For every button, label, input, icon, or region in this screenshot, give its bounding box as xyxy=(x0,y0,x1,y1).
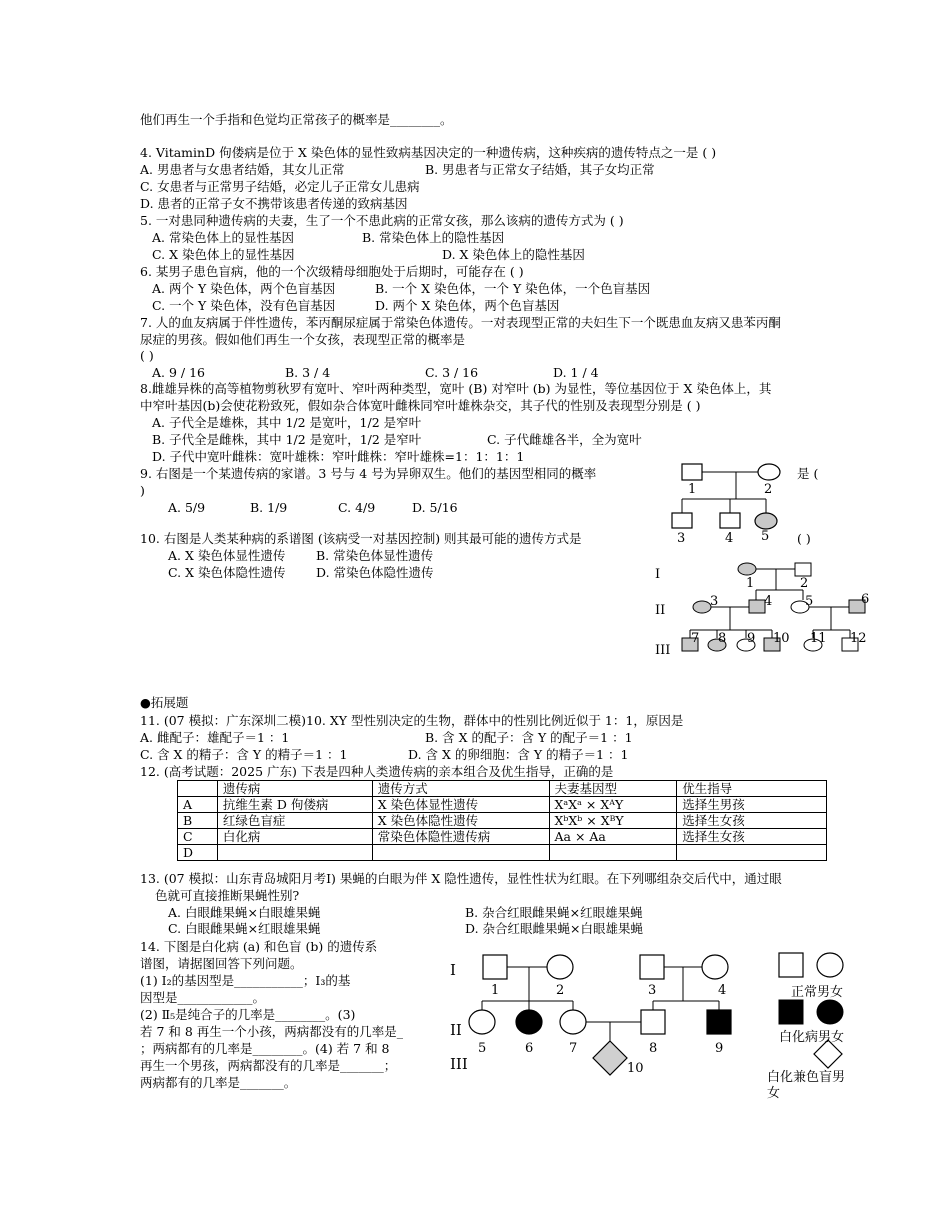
individual-label: 12 xyxy=(850,631,867,646)
question-7-cont: 尿症的男孩。假如他们再生一个女孩，表现型正常的概率是 xyxy=(140,332,466,347)
table-cell: XᵇXᵇ × XᴮY xyxy=(549,813,677,829)
individual-label: 5 xyxy=(761,529,770,544)
option-c: C. X 染色体上的显性基因 xyxy=(152,247,295,262)
male-symbol xyxy=(483,955,507,979)
option-d: D. 患者的正常子女不携带该患者传递的致病基因 xyxy=(140,196,408,211)
generation-label: III xyxy=(655,643,671,658)
option-c: C. 含 X 的精子：含 Y 的精子＝1 ：1 xyxy=(140,747,348,762)
option-a: A. 子代全是雄株，其中 1/2 是宽叶，1/2 是窄叶 xyxy=(152,415,422,430)
table-cell: D xyxy=(178,845,218,861)
generation-label: II xyxy=(450,1021,462,1039)
individual-label: 6 xyxy=(525,1041,534,1056)
individual-label: 2 xyxy=(556,983,565,998)
option-c: C. 一个 Y 染色体，没有色盲基因 xyxy=(152,298,336,313)
female-symbol xyxy=(758,464,780,480)
individual-label: 4 xyxy=(718,983,727,998)
question-13: 13. (07 模拟：山东青岛城阳月考Ⅰ) 果蝇的白眼为伴 X 隐性遗传，显性性状为红眼。在下列哪组杂交后代中，通过眼 xyxy=(140,871,782,886)
table-cell: 抗维生素 D 佝偻病 xyxy=(217,797,372,813)
genetics-table xyxy=(177,780,827,861)
legend-normal-male xyxy=(779,953,803,977)
female-symbol xyxy=(702,955,728,979)
individual-label: 1 xyxy=(491,983,500,998)
generation-label: III xyxy=(450,1055,468,1073)
option-b: B. 杂合红眼雌果蝇×红眼雄果蝇 xyxy=(465,905,643,920)
legend-label: 白化兼色盲男 xyxy=(767,1070,846,1085)
answer-paren: ( ) xyxy=(797,531,811,546)
individual-label: 10 xyxy=(627,1061,644,1076)
individual-label: 1 xyxy=(688,482,697,497)
female-symbol xyxy=(469,1010,495,1034)
individual-label: 7 xyxy=(569,1041,578,1056)
pedigree-chart-q14 xyxy=(445,945,745,1085)
table-cell: X 染色体显性遗传 xyxy=(372,797,549,813)
question-9: 9. 右图是一个某遗传病的家谱。3 号与 4 号为异卵双生。他们的基因型相同的概率 xyxy=(140,466,597,481)
answer-paren: ) xyxy=(140,483,145,498)
individual-label: 8 xyxy=(649,1041,658,1056)
affected-male-symbol xyxy=(749,600,765,613)
table-cell: A xyxy=(178,797,218,813)
question-14-part3: 若 7 和 8 再生一个小孩，两病都没有的几率是_ xyxy=(140,1024,404,1039)
table-cell: X 染色体隐性遗传 xyxy=(372,813,549,829)
individual-label: 2 xyxy=(800,576,809,591)
table-row xyxy=(178,797,827,813)
table-cell: 选择生女孩 xyxy=(677,829,827,845)
individual-label: 5 xyxy=(805,594,814,609)
legend-albino-male xyxy=(779,1000,803,1024)
option-d: D. 子代中宽叶雌株：宽叶雄株：窄叶雌株：窄叶雄株=1：1：1：1 xyxy=(152,449,525,464)
question-7: 7. 人的血友病属于伴性遗传，苯丙酮尿症属于常染色体遗传。一对表现型正常的夫妇生下一个既患血友病又患苯丙酮 xyxy=(140,315,781,330)
option-c: C. 白眼雌果蝇×红眼雄果蝇 xyxy=(168,921,321,936)
option-d: D. 两个 X 染色体，两个色盲基因 xyxy=(375,298,560,313)
individual-label: 8 xyxy=(718,631,727,646)
table-header: 遗传方式 xyxy=(372,781,549,797)
affected-female-symbol xyxy=(738,563,756,575)
option-d: D. 5/16 xyxy=(412,500,458,515)
option-a: A. 5/9 xyxy=(168,500,206,515)
option-c: C. 子代雌雄各半，全为宽叶 xyxy=(487,432,642,447)
legend-albino-female xyxy=(817,1000,843,1024)
question-14: 14. 下图是白化病 (a) 和色盲 (b) 的遗传系 xyxy=(140,939,378,954)
question-6: 6. 某男子患色盲病，他的一个次级精母细胞处于后期时，可能存在 ( ) xyxy=(140,264,524,279)
question-11: 11. (07 模拟：广东深圳二模)10. XY 型性别决定的生物，群体中的性别比例近似于 1：1，原因是 xyxy=(140,713,684,728)
option-b: B. 含 X 的配子：含 Y 的配子＝1 ：1 xyxy=(425,730,633,745)
option-d: D. 杂合红眼雌果蝇×白眼雄果蝇 xyxy=(465,921,643,936)
option-a: A. 两个 Y 染色体，两个色盲基因 xyxy=(152,281,336,296)
individual-label: 11 xyxy=(810,631,827,646)
pedigree-legend xyxy=(765,950,885,1100)
table-header xyxy=(178,781,218,797)
table-cell: XᵃXᵃ × XᴬY xyxy=(549,797,677,813)
option-c: C. 4/9 xyxy=(338,500,376,515)
table-cell: 白化病 xyxy=(217,829,372,845)
option-b: B. 1/9 xyxy=(250,500,288,515)
male-symbol xyxy=(672,513,692,528)
individual-label: 3 xyxy=(677,531,686,546)
affected-female-symbol xyxy=(755,513,777,529)
individual-label: 2 xyxy=(764,482,773,497)
individual-label: 9 xyxy=(715,1041,724,1056)
generation-label: I xyxy=(655,567,661,582)
table-cell: Aa × Aa xyxy=(549,829,677,845)
question-14-cont: 谱图，请据图回答下列问题。 xyxy=(140,956,303,971)
legend-normal-female xyxy=(817,953,843,977)
table-cell: 红绿色盲症 xyxy=(217,813,372,829)
option-b: B. 一个 X 染色体，一个 Y 染色体，一个色盲基因 xyxy=(375,281,651,296)
option-d: D. X 染色体上的隐性基因 xyxy=(442,247,585,262)
table-header: 遗传病 xyxy=(217,781,372,797)
legend-label: 女 xyxy=(767,1086,781,1101)
option-a: A. 常染色体上的显性基因 xyxy=(152,230,294,245)
question-14-part3: ；两病都有的几率是________。(4) 若 7 和 8 xyxy=(140,1041,390,1056)
albino-female-symbol xyxy=(516,1010,542,1034)
question-14-part2: (2) Ⅱ₅是纯合子的几率是________。(3) xyxy=(140,1007,356,1022)
female-symbol xyxy=(560,1010,586,1034)
male-symbol xyxy=(720,513,740,528)
text-line: 他们再生一个手指和色觉均正常孩子的概率是________。 xyxy=(140,112,453,127)
individual-label: 7 xyxy=(691,631,700,646)
male-symbol xyxy=(640,955,664,979)
question-14-part4: 两病都有的几率是_______。 xyxy=(140,1075,297,1090)
table-cell xyxy=(549,845,677,861)
legend-label: 正常男女 xyxy=(791,985,844,1000)
section-heading: ●拓展题 xyxy=(140,695,189,710)
individual-label: 1 xyxy=(746,576,755,591)
question-5: 5. 一对患同种遗传病的夫妻，生了一个不患此病的正常女孩，那么该病的遗传方式为 ( ) xyxy=(140,213,624,228)
question-8: 8.雌雄异株的高等植物剪秋罗有宽叶、窄叶两种类型，宽叶 (B) 对窄叶 (b) 为显性，等位基因位于 X 染色体上，其 xyxy=(140,381,772,396)
individual-label: 5 xyxy=(478,1041,487,1056)
question-10: 10. 右图是人类某种病的系谱图 (该病受一对基因控制) 则其最可能的遗传方式是 xyxy=(140,531,582,546)
table-cell: B xyxy=(178,813,218,829)
option-a: A. 男患者与女患者结婚，其女儿正常 xyxy=(140,162,345,177)
option-a: A. 9 / 16 xyxy=(152,365,205,380)
question-13-cont: 色就可直接推断果蝇性别? xyxy=(155,888,300,903)
albino-colorblind-symbol xyxy=(593,1041,627,1075)
option-b: B. 常染色体显性遗传 xyxy=(316,548,434,563)
individual-label: 4 xyxy=(725,531,734,546)
table-cell xyxy=(372,845,549,861)
option-d: D. 含 X 的卵细胞：含 Y 的精子＝1 ：1 xyxy=(408,747,629,762)
individual-label: 3 xyxy=(710,594,719,609)
table-header: 优生指导 xyxy=(677,781,827,797)
table-cell: 选择生男孩 xyxy=(677,797,827,813)
question-12: 12. (高考试题：2025 广东) 下表是四种人类遗传病的亲本组合及优生指导，正确的是 xyxy=(140,764,614,779)
generation-label: II xyxy=(655,603,666,618)
table-header: 夫妻基因型 xyxy=(549,781,677,797)
pedigree-chart-q9 xyxy=(660,458,800,548)
male-symbol xyxy=(641,1010,665,1034)
table-cell xyxy=(217,845,372,861)
option-a: A. X 染色体显性遗传 xyxy=(168,548,286,563)
individual-label: 9 xyxy=(747,631,756,646)
option-c: C. 女患者与正常男子结婚，必定儿子正常女儿患病 xyxy=(140,179,420,194)
option-b: B. 子代全是雌株，其中 1/2 是宽叶，1/2 是窄叶 xyxy=(152,432,422,447)
option-b: B. 3 / 4 xyxy=(285,365,331,380)
question-14-part4: 再生一个男孩，两病都没有的几率是_______； xyxy=(140,1058,397,1073)
question-14-part1: 因型是____________。 xyxy=(140,990,266,1005)
question-14-part1: (1) Ⅰ₂的基因型是___________；Ⅰ₃的基 xyxy=(140,973,351,988)
table-header-row xyxy=(178,781,827,797)
individual-label: 10 xyxy=(773,631,790,646)
option-d: D. 1 / 4 xyxy=(553,365,599,380)
table-cell xyxy=(677,845,827,861)
option-c: C. 3 / 16 xyxy=(425,365,479,380)
option-a: A. 雌配子：雄配子＝1 ：1 xyxy=(140,730,290,745)
male-symbol xyxy=(682,464,702,480)
option-a: A. 白眼雌果蝇×白眼雄果蝇 xyxy=(168,905,321,920)
pedigree-chart-q10 xyxy=(650,558,880,663)
generation-label: I xyxy=(450,961,456,979)
option-c: C. X 染色体隐性遗传 xyxy=(168,565,286,580)
table-row xyxy=(178,829,827,845)
affected-female-symbol xyxy=(693,601,711,613)
individual-label: 4 xyxy=(764,594,773,609)
female-symbol xyxy=(547,955,573,979)
table-cell: 常染色体隐性遗传病 xyxy=(372,829,549,845)
option-b: B. 男患者与正常女子结婚，其子女均正常 xyxy=(425,162,655,177)
table-row xyxy=(178,813,827,829)
individual-label: 6 xyxy=(861,592,870,607)
table-cell: 选择生女孩 xyxy=(677,813,827,829)
individual-label: 3 xyxy=(648,983,657,998)
table-row xyxy=(178,845,827,861)
question-9-tail: 是 ( xyxy=(797,466,819,481)
option-d: D. 常染色体隐性遗传 xyxy=(316,565,434,580)
albino-male-symbol xyxy=(707,1010,731,1034)
legend-label: 白化病男女 xyxy=(779,1030,845,1045)
question-4: 4. VitaminD 佝偻病是位于 X 染色体的显性致病基因决定的一种遗传病，这种疾病的遗传特点之一是 ( ) xyxy=(140,145,717,160)
option-b: B. 常染色体上的隐性基因 xyxy=(362,230,505,245)
male-symbol xyxy=(795,563,811,576)
answer-paren: ( ) xyxy=(140,348,154,363)
table-cell: C xyxy=(178,829,218,845)
question-8-cont: 中窄叶基因(b)会使花粉致死，假如杂合体宽叶雌株同窄叶雄株杂交，其子代的性别及表现型分别是 ( ) xyxy=(140,398,701,413)
